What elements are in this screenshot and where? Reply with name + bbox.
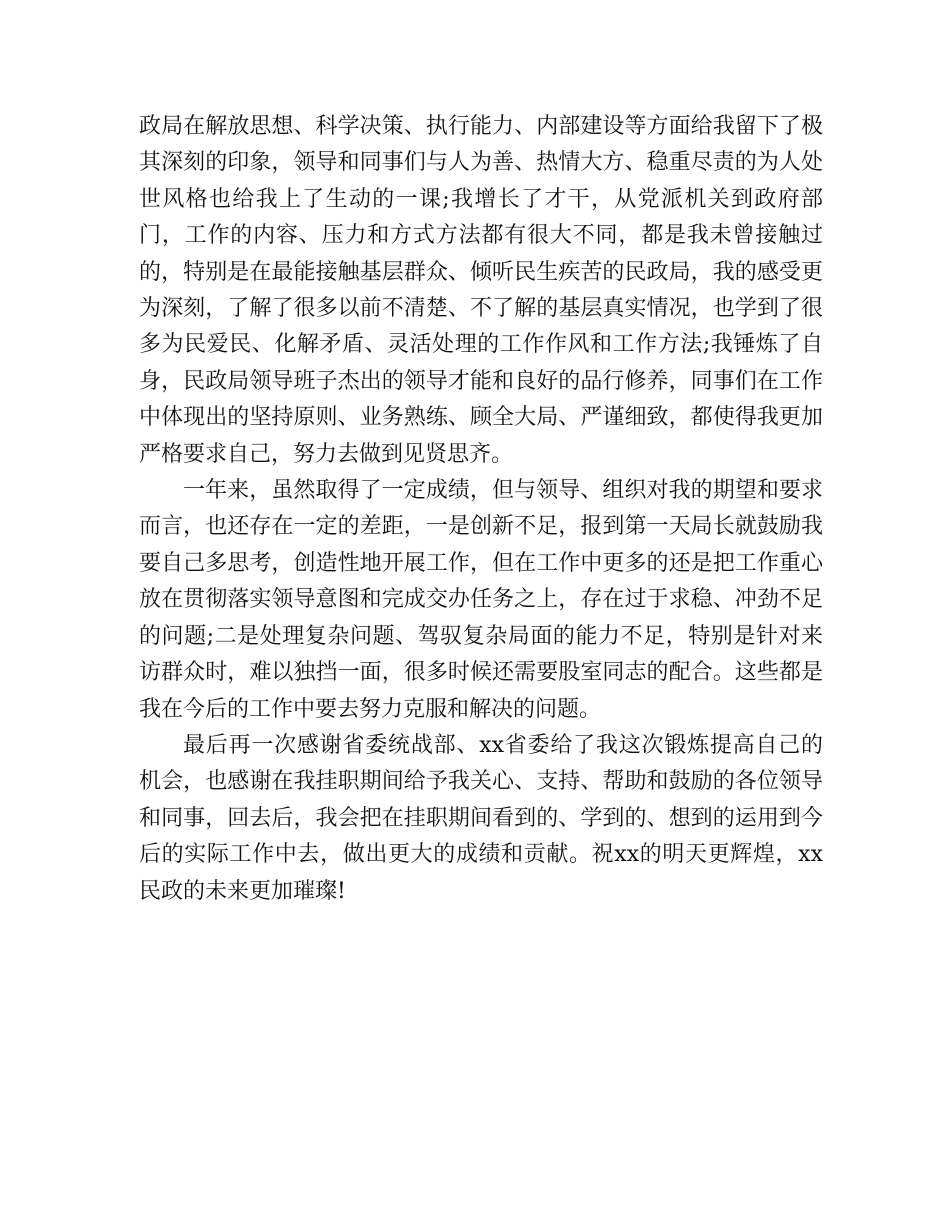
- document-body: [139, 109, 823, 910]
- paragraph-2: 一年来，虽然取得了一定成绩，但与领导、组织对我的期望和要求而言，也还存在一定的差距，一是创新不足，报到第一天局长就鼓励我要自己多思考，创造性地开展工作，但在工作中更多的还是把工作重心放在贯彻落实领导意图和完成交办任务之上，存在过于求稳、冲劲不足的问题;二是处理复杂问题、驾驭复杂局面的能力不足，特别是针对来访群众时，难以独挡一面，很多时候还需要股室同志的配合。这些都是我在今后的工作中要去努力克服和解决的问题。: [139, 478, 823, 722]
- paragraph-3: 最后再一次感谢省委统战部、xx省委给了我这次锻炼提高自己的机会，也感谢在我挂职期间给予我关心、支持、帮助和鼓励的各位领导和同事，回去后，我会把在挂职期间看到的、学到的、想到的运用到今后的实际工作中去，做出更大的成绩和贡献。祝xx的明天更辉煌，xx民政的未来更加璀璨!: [139, 732, 823, 904]
- paragraph-1: 政局在解放思想、科学决策、执行能力、内部建设等方面给我留下了极其深刻的印象，领导和同事们与人为善、热情大方、稳重尽责的为人处世风格也给我上了生动的一课;我增长了才干，从党派机关到政府部门，工作的内容、压力和方式方法都有很大不同，都是我未曾接触过的，特别是在最能接触基层群众、倾听民生疾苦的民政局，我的感受更为深刻，了解了很多以前不清楚、不了解的基层真实情况，也学到了很多为民爱民、化解矛盾、灵活处理的工作作风和工作方法;我锤炼了自身，民政局领导班子杰出的领导才能和良好的品行修养，同事们在工作中体现出的坚持原则、业务熟练、顾全大局、严谨细致，都使得我更加严格要求自己，努力去做到见贤思齐。: [139, 114, 823, 467]
